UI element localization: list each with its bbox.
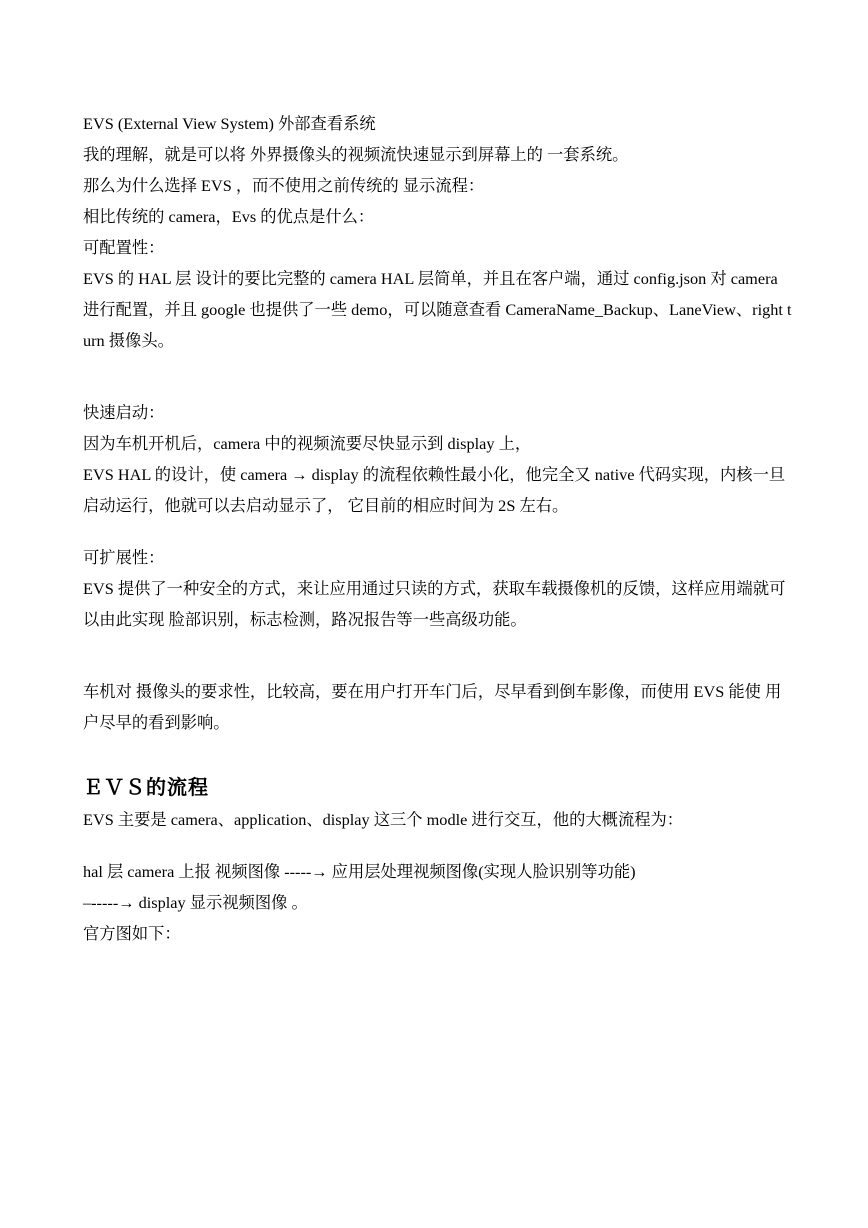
fast-start-line-1: 因为车机开机后，camera 中的视频流要尽快显示到 display 上， (83, 434, 532, 453)
extensible-body: EVS 提供了一种安全的方式，来让应用通过只读的方式，获取车载摄像机的反馈，这样应用端就可以由此实现 脸部识别，标志检测，路况报告等一些高级功能。 (83, 579, 786, 629)
requirement-paragraph: 车机对 摄像头的要求性，比较高，要在用户打开车门后，尽早看到倒车影像，而使用 EVS 能使 用户尽早的看到影响。 (83, 682, 782, 732)
intro-line-4: 相比传统的 camera，Evs 的优点是什么： (83, 207, 375, 226)
flow-line-1: hal 层 camera 上报 视频图像 -----→ 应用层处理视频图像(实现人脸识别等功能) (83, 862, 636, 881)
spacer (83, 521, 793, 542)
document-content (83, 108, 793, 949)
fast-start-body: EVS HAL 的设计，使 camera → display 的流程依赖性最小化，他完全又 native 代码实现，内核一旦启动运行，他就可以去启动显示了， 它目前的相应时间为 2S 左右。 (83, 465, 786, 515)
flow-intro: EVS 主要是 camera、application、display 这三个 modle 进行交互，他的大概流程为： (83, 810, 684, 829)
configurable-body: EVS 的 HAL 层 设计的要比完整的 camera HAL 层简单，并且在客户端，通过 config.json 对 camera 进行配置，并且 google 也提供了一些 demo，可以随意查看 CameraName_Backup、LaneView、right turn 摄像头。 (83, 269, 792, 350)
extensible-title: 可扩展性： (83, 548, 165, 567)
configurable-title: 可配置性： (83, 238, 165, 257)
spacer (83, 738, 793, 772)
spacer (83, 356, 793, 397)
spacer (83, 635, 793, 676)
intro-line-1: EVS (External View System) 外部查看系统 (83, 114, 376, 133)
intro-line-2: 我的理解，就是可以将 外界摄像头的视频流快速显示到屏幕上的 一套系统。 (83, 145, 629, 164)
flow-heading: ＥＶＳ的流程 (83, 775, 209, 799)
intro-line-3: 那么为什么选择 EVS ，而不使用之前传统的 显示流程： (83, 176, 485, 195)
fast-start-title: 快速启动： (83, 403, 165, 422)
figure-caption: 官方图如下： (83, 924, 181, 943)
flow-line-2: –-----→ display 显示视频图像 。 (83, 893, 308, 912)
spacer (83, 835, 793, 856)
